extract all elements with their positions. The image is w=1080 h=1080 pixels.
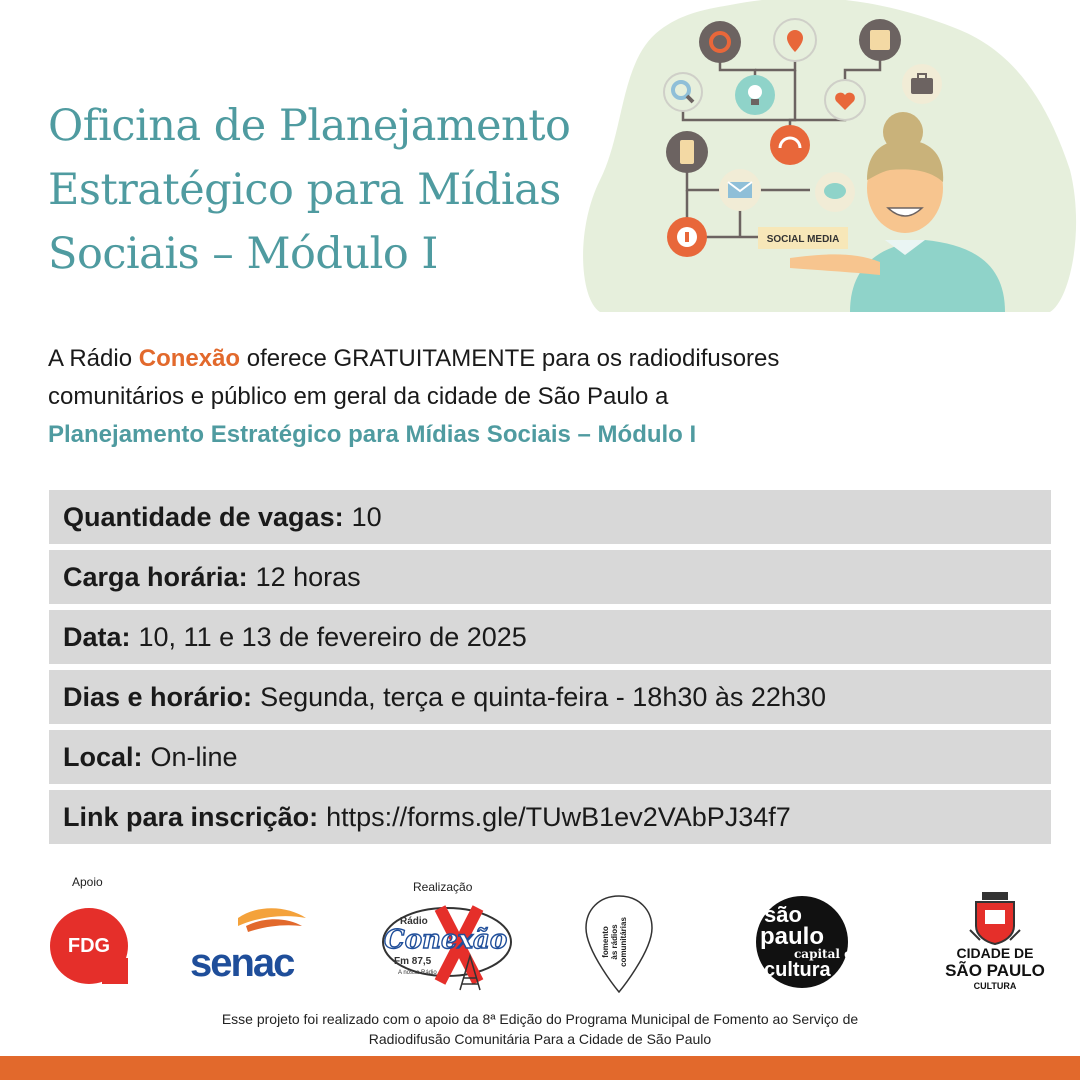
intro-paragraph	[48, 340, 1048, 454]
info-row-data	[49, 610, 1051, 664]
info-row-vagas	[49, 490, 1051, 544]
fomento-line-2: às rádios	[610, 924, 619, 960]
registration-link[interactable]: https://forms.gle/TUwB1ev2VAbPJ34f7	[326, 801, 791, 832]
info-row-carga-horaria	[49, 550, 1051, 604]
info-label: Dias e horário:	[63, 681, 253, 712]
info-value: 10, 11 e 13 de fevereiro de 2025	[138, 621, 527, 652]
mobile-phone-icon	[666, 131, 708, 173]
heart-icon	[825, 80, 865, 120]
info-value: Segunda, terça e quinta-feira - 18h30 às 22h30	[260, 681, 826, 712]
footer-line-1: Esse projeto foi realizado com o apoio da 8ª Edição do Programa Municipal de Fomento ao Serviço de	[221, 1011, 859, 1027]
refresh-icon	[699, 21, 741, 63]
info-row-dias-horario	[49, 670, 1051, 724]
title-line-2: Estratégico para Mídias	[48, 165, 561, 215]
info-value: 12 horas	[255, 561, 361, 592]
course-info-list	[49, 490, 1051, 850]
footer-note	[0, 1009, 1080, 1049]
info-label: Data:	[63, 621, 131, 652]
info-label: Carga horária:	[63, 561, 248, 592]
mail-icon	[719, 169, 761, 211]
title-line-1: Oficina de Planejamento	[48, 101, 571, 151]
sp-line-4: cultura	[764, 959, 831, 981]
course-name: Planejamento Estratégico para Mídias Sociais – Módulo I	[48, 421, 697, 448]
city-line-3: CULTURA	[973, 981, 1017, 991]
sao-paulo-capital-cultura-logo	[754, 894, 861, 990]
brand-name: Conexão	[138, 345, 241, 372]
fomento-radios-logo	[584, 894, 654, 994]
page-title	[48, 94, 608, 286]
fdg-logo-text: FDG	[67, 934, 111, 957]
info-value: On-line	[150, 741, 238, 772]
info-value: 10	[351, 501, 382, 532]
city-line-2: SÃO PAULO	[945, 961, 1045, 980]
fomento-line-1: fomento	[601, 926, 610, 958]
lightbulb-icon	[735, 75, 775, 115]
intro-text-part-1: A Rádio	[48, 345, 139, 372]
sp-line-2: paulo	[760, 923, 824, 950]
social-media-illustration	[580, 0, 1080, 320]
radio-logo-name: Conexão	[384, 925, 508, 955]
intro-line-1	[48, 340, 1048, 378]
city-line-1: CIDADE DE	[956, 945, 1034, 961]
radio-logo-fm: Fm 87,5	[394, 956, 432, 967]
sp-line-1: são	[764, 902, 802, 927]
info-label: Quantidade de vagas:	[63, 501, 344, 532]
radio-conexao-logo	[378, 898, 516, 994]
apoio-label: Apoio	[72, 875, 103, 889]
intro-text-part-2: oferece GRATUITAMENTE para os radiodifusores	[240, 345, 780, 372]
info-row-local	[49, 730, 1051, 784]
footer-bar	[0, 1056, 1080, 1080]
save-disk-icon	[859, 19, 901, 61]
chat-bubble-icon	[815, 172, 855, 212]
intro-line-2: comunitários e público em geral da cidade de São Paulo a	[48, 383, 669, 410]
info-label: Local:	[63, 741, 143, 772]
realizacao-label: Realização	[413, 880, 473, 894]
footer-line-2: Radiodifusão Comunitária Para a Cidade de São Paulo	[368, 1031, 712, 1047]
social-media-tag	[758, 227, 848, 249]
fomento-line-3: comunitárias	[619, 917, 628, 967]
social-media-tag-text: SOCIAL MEDIA	[766, 234, 840, 245]
senac-logo	[188, 902, 318, 985]
location-pin-icon	[774, 19, 816, 61]
info-icon	[667, 217, 707, 257]
briefcase-icon	[902, 64, 942, 104]
senac-logo-text: senac	[190, 941, 294, 985]
title-line-3: Sociais – Módulo I	[48, 229, 438, 279]
radio-logo-slogan: A nossa Rádio	[398, 970, 437, 976]
headset-icon	[770, 125, 810, 165]
sp-line-3: capital da	[794, 947, 861, 961]
cidade-sao-paulo-logo	[930, 890, 1060, 994]
info-label: Link para inscrição:	[63, 801, 319, 832]
radio-logo-top: Rádio	[400, 916, 428, 927]
search-icon	[664, 73, 702, 111]
info-row-link-inscricao	[49, 790, 1051, 844]
fdg-logo	[50, 908, 128, 984]
